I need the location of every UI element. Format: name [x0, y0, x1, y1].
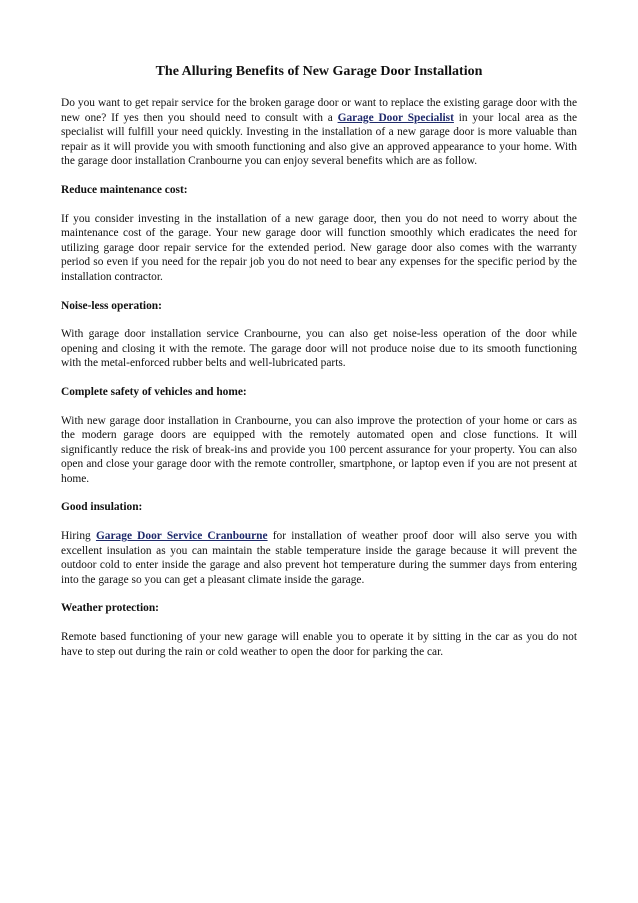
garage-door-specialist-link[interactable]: Garage Door Specialist — [337, 111, 454, 124]
section-heading-maintenance: Reduce maintenance cost: — [61, 183, 188, 196]
document-title: The Alluring Benefits of New Garage Door Installation — [155, 64, 483, 79]
section-heading-noise: Noise-less operation: — [61, 299, 162, 312]
intro-paragraph — [61, 96, 577, 169]
intro-text-after-link: in your local area as the specialist will fulfill your need quickly. Investing in the installation of a new garage door is more valuable than repair as it will provide you with smooth functioning and also give an approved appearance to your home. With the garage door installation Cranbourne you can enjoy several benefits which are as follow. — [61, 111, 577, 168]
section-body-safety: With new garage door installation in Cranbourne, you can also improve the protection of your home or cars as the modern garage doors are equipped with the remotely automated open and close functions. It will significantly reduce the risk of break-ins and provide you 100 percent assurance for your property. You can also open and close your garage door with the remote controller, smartphone, or laptop even if you are not present at home. — [61, 414, 577, 485]
intro-text-before-link: Do you want to get repair service for the broken garage door or want to replace the existing garage door with the new one? If yes then you should need to consult with a — [61, 97, 577, 124]
section-body-noise: With garage door installation service Cranbourne, you can also get noise-less operation of the door while opening and closing it with the remote. The garage door will not produce noise due to its smooth functioning with the metal-enforced rubber belts and well-lubricated parts. — [61, 328, 577, 370]
section-heading-insulation: Good insulation: — [61, 501, 143, 514]
insulation-text-before-link: Hiring — [61, 530, 96, 543]
section-heading-weather: Weather protection: — [61, 602, 159, 615]
section-body-insulation — [61, 529, 577, 587]
section-body-maintenance: If you consider investing in the installation of a new garage door, then you do not need to worry about the maintenance cost of the garage. Your new garage door will function smoothly which eradicates the need for utilizing garage door repair service for the extended period. New garage door also comes with the warranty period so even if you need for the repair job you do not need to bear any expenses for the specific period by the installation contractor. — [61, 212, 577, 283]
garage-door-service-cranbourne-link[interactable]: Garage Door Service Cranbourne — [95, 530, 268, 543]
document-page — [61, 63, 577, 673]
insulation-text-after-link: for installation of weather proof door will also serve you with excellent insulation as you can maintain the stable temperature inside the garage because it will prevent the outdoor cold to enter inside the garage and also prevent hot temperature during the summer days from entering into the garage so you can get a pleasant climate inside the garage. — [61, 530, 578, 586]
section-body-weather: Remote based functioning of your new garage will enable you to operate it by sitting in the car as you do not have to step out during the rain or cold weather to open the door for parking the car. — [61, 631, 577, 658]
section-heading-safety: Complete safety of vehicles and home: — [61, 385, 247, 398]
